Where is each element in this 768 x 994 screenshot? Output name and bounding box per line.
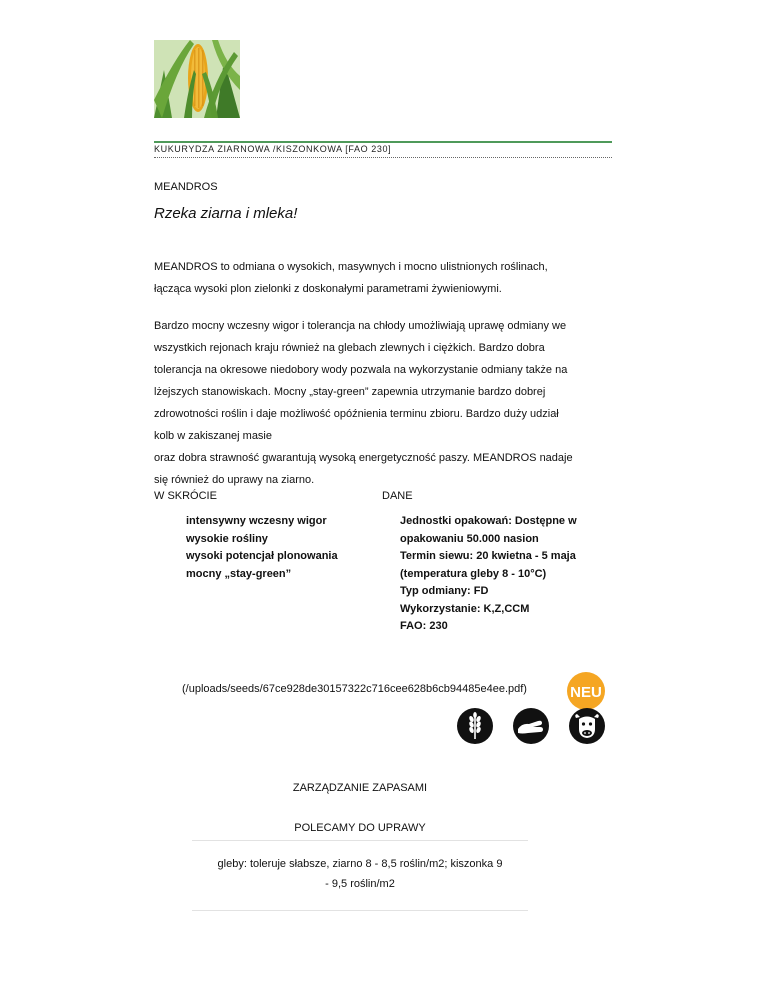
text-line: kolb w zakiszanej masie <box>154 430 272 442</box>
text-line: zdrowotności roślin i daje możliwość opóźnienia terminu zbioru. Bardzo duży udział <box>154 408 559 420</box>
text-line: łącząca wysoki plon zielonki z doskonałymi parametrami żywieniowymi. <box>154 283 502 295</box>
cow-icon <box>568 707 606 745</box>
list-item: Typ odmiany: FD <box>400 585 489 597</box>
list-item: wysokie rośliny <box>186 532 268 545</box>
soil-recommendation <box>190 854 530 894</box>
list-item: (temperatura gleby 8 - 10°C) <box>400 567 547 580</box>
list-item: intensywny wczesny wigor <box>186 515 327 527</box>
text-line: MEANDROS to odmiana o wysokich, masywnych i mocno ulistnionych roślinach, <box>154 261 548 273</box>
new-badge-label: NEU <box>570 684 602 701</box>
corn-cob-photo <box>154 40 240 118</box>
details-heading: DANE <box>382 490 413 502</box>
variety-name: MEANDROS <box>154 181 218 193</box>
text-line: tolerancja na okresowe niedobory wody pozwala na wykorzystanie odmiany także na <box>154 364 568 376</box>
list-item: wysoki potencjał plonowania <box>186 550 338 562</box>
list-item: mocny „stay-green” <box>186 567 292 580</box>
category-divider <box>154 141 612 143</box>
text-line: Bardzo mocny wczesny wigor i tolerancja na chłody umożliwiają uprawę odmiany we <box>154 320 567 332</box>
recommend-heading: POLECAMY DO UPRAWY <box>294 822 426 834</box>
list-item: Termin siewu: 20 kwietna - 5 maja <box>400 550 576 562</box>
section-divider <box>192 840 528 841</box>
text-line: gleby: toleruje słabsze, ziarno 8 - 8,5 roślin/m2; kiszonka 9 <box>217 858 503 870</box>
stock-management-heading: ZARZĄDZANIE ZAPASAMI <box>292 782 428 794</box>
description-paragraph-2 <box>154 315 614 491</box>
dotted-divider <box>154 157 612 158</box>
section-divider <box>192 910 528 911</box>
product-tagline: Rzeka ziarna i mleka! <box>154 205 298 222</box>
list-item: FAO: 230 <box>400 620 448 632</box>
list-item: opakowaniu 50.000 nasion <box>400 532 539 545</box>
new-badge <box>566 671 606 711</box>
details-list <box>400 513 615 636</box>
text-line: się również do uprawy na ziarno. <box>154 474 315 486</box>
hand-icon <box>512 707 550 745</box>
pdf-download-link[interactable]: (/uploads/seeds/67ce928de30157322c716cee628b6cb94485e4ee.pdf) <box>182 683 527 695</box>
text-line: lżejszych stanowiskach. Mocny „stay-green” zapewnia utrzymanie bardzo dobrej <box>154 386 546 398</box>
text-line: - 9,5 roślin/m2 <box>325 878 395 890</box>
summary-heading: W SKRÓCIE <box>154 490 217 502</box>
description-paragraph-1 <box>154 256 614 300</box>
list-item: Jednostki opakowań: Dostępne w <box>400 515 577 527</box>
text-line: oraz dobra strawność gwarantują wysoką energetyczność paszy. MEANDROS nadaje <box>154 452 573 464</box>
summary-list <box>186 513 371 583</box>
grain-icon <box>456 707 494 745</box>
list-item: Wykorzystanie: K,Z,CCM <box>400 602 530 615</box>
product-category: KUKURYDZA ZIARNOWA /KISZONKOWA [FAO 230] <box>154 144 392 154</box>
text-line: wszystkich rejonach kraju również na glebach zlewnych i ciężkich. Bardzo dobra <box>154 342 545 354</box>
